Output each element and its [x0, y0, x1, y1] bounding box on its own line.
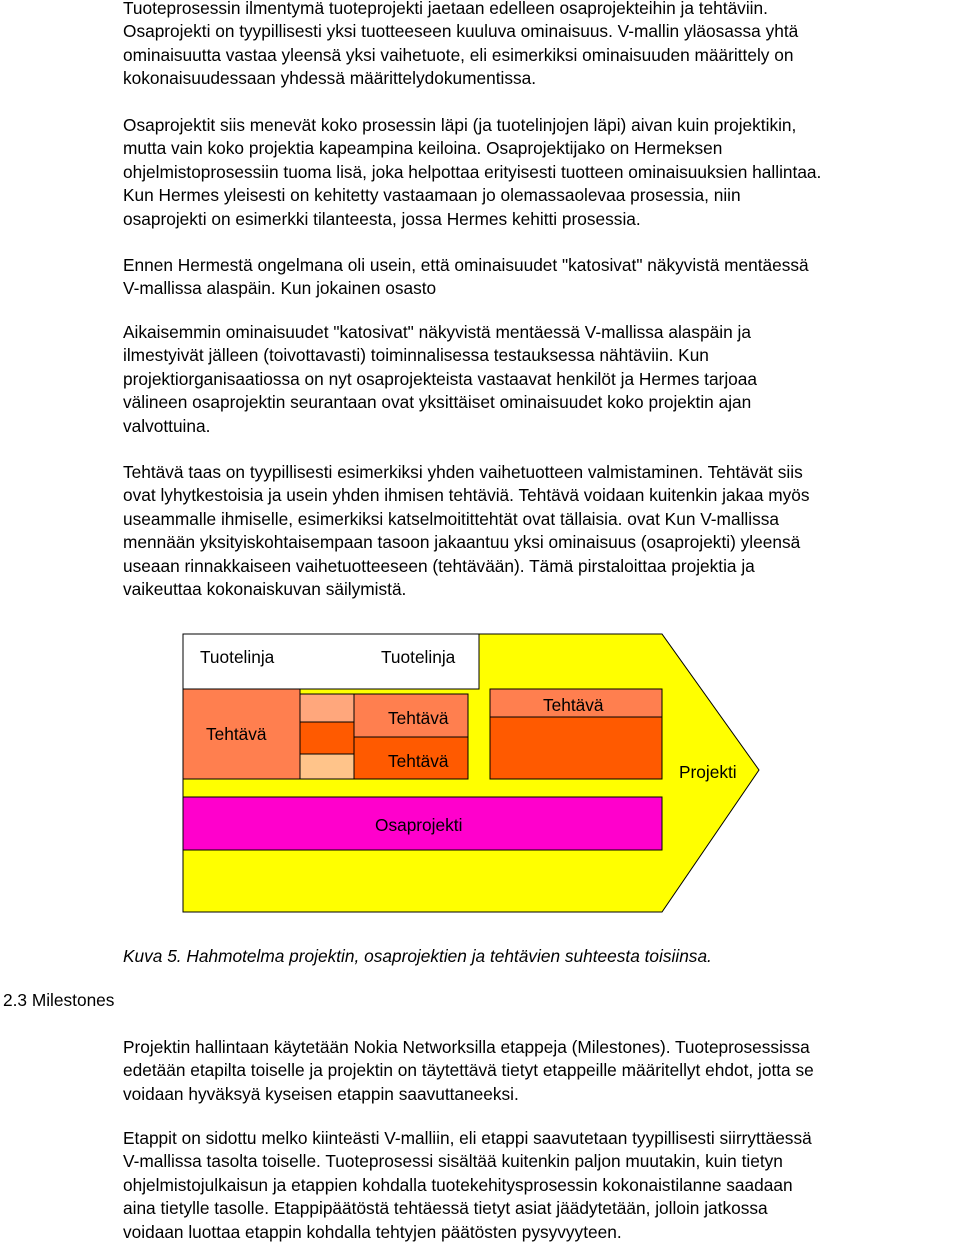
tehtava-label-right: Tehtävä [543, 695, 604, 715]
figure-caption: Kuva 5. Hahmotelma projektin, osaprojektien ja tehtävien suhteesta toisiinsa. [123, 946, 712, 966]
text-line: useaan rinnakkaiseen vaihetuotteeseen (tehtävään). Tämä pirstaloittaa projektia ja [123, 555, 755, 576]
text-line: osaprojekti on esimerkki tilanteesta, jossa Hermes kehitti prosessia. [123, 208, 641, 229]
text-line: kokonaisuudessaan yhdessä määrittelydokumentissa. [123, 68, 537, 89]
text-line: mennään yksityiskohtaisempaan tasoon jakaantuu yksi ominaisuus (osaprojekti) yleensä [123, 532, 801, 553]
text-line: ovat lyhytkestoisia ja usein yhden ihmisen tehtäviä. Tehtävä voidaan kuitenkin jakaa myös [123, 485, 810, 506]
text-line: voidaan hyväksyä kyseisen etappin saavuttaneeksi. [123, 1083, 519, 1104]
paragraph-milestones [123, 1036, 959, 1106]
tehtava-label-left: Tehtävä [206, 724, 267, 744]
text-line: ilmestyivät jälleen (toivottavasti) toiminnalisessa testauksessa nähtäviin. Kun [123, 345, 709, 366]
text-line: Kun Hermes yleisesti on kehitetty vastaamaan jo olemassaolevaa prosessia, niin [123, 185, 741, 206]
text-line: edetään etapilta toiselle ja projektin on täytettävä tietyt etappeille määritellyt ehdot, jotta se [123, 1060, 814, 1081]
tehtava-block-right-bottom [490, 717, 662, 779]
text-line: Etappit on sidottu melko kiinteästi V-malliin, eli etappi saavutetaan tyypillisesti siirryttäessä [123, 1128, 812, 1148]
text-line: Osaprojekti on tyypillisesti yksi tuotteeseen kuuluva ominaisuus. V-mallin yläosassa yhtä [123, 21, 799, 42]
text-line: voidaan luottaa etappin kohdalla tehtyjen päätösten pysyvyyteen. [123, 1221, 622, 1242]
tehtava-block-small-mid [300, 722, 354, 754]
text-line: ohjelmistojulkaisun ja etappien kohdalla tuotekehitysprosessin kokonaistilanne saadaan [123, 1174, 793, 1195]
projekti-label: Projekti [679, 762, 737, 782]
text-line: V-mallissa tasolta toiselle. Tuoteprosessi sisältää kuitenkin paljon muutakin, kuin tietyn [123, 1151, 783, 1172]
text-line: mutta vain koko projektia kapeampina keiloina. Osaprojektijako on Hermeksen [123, 138, 723, 159]
text-line: Ennen Hermestä ongelmana oli usein, että ominaisuudet "katosivat" näkyvistä mentäessä [123, 255, 809, 275]
text-line: valvottuina. [123, 415, 211, 436]
text-line: vaikeuttaa kokonaiskuvan säilymistä. [123, 579, 407, 600]
section-heading: 2.3 Milestones [3, 990, 115, 1010]
tuotelinja-label-2: Tuotelinja [381, 647, 456, 667]
text-line: ohjelmistoprosessiin tuoma lisä, joka helpottaa erityisesti tuotteen ominaisuuksien hallintaa. [123, 161, 822, 182]
text-line: V-mallissa alaspäin. Kun jokainen osasto [123, 278, 437, 299]
paragraph-etappit [123, 1127, 959, 1244]
text-line: Aikaisemmin ominaisuudet "katosivat" näkyvistä mentäessä V-mallissa alaspäin ja [123, 322, 751, 342]
tehtava-block-small-bottom [300, 754, 354, 779]
osaprojekti-label: Osaprojekti [375, 815, 463, 835]
text-line: Tehtävä taas on tyypillisesti esimerkiksi yhden vaihetuotteen valmistaminen. Tehtävät siis [123, 462, 803, 482]
text-line: Projektin hallintaan käytetään Nokia Networksilla etappeja (Milestones). Tuoteprosessissa [123, 1037, 810, 1057]
tuotelinja-label-1: Tuotelinja [200, 647, 275, 667]
tehtava-label-mid-top: Tehtävä [388, 708, 449, 728]
tehtava-block-small-top [300, 694, 354, 722]
text-line: välineen osaprojektin seurantaan ovat yksittäiset ominaisuudet koko projektin ajan [123, 392, 752, 413]
tehtava-label-mid-bottom: Tehtävä [388, 751, 449, 771]
text-line: useammalle ihmiselle, esimerkiksi katselmoitittehtät ovat tällaisia. ovat Kun V-mallissa [123, 508, 779, 529]
text-line: aina tietylle tasolle. Etappipäätöstä tehtäessä tietyt asiat jäädytetään, jolloin jatkossa [123, 1198, 768, 1219]
text-line: projektiorganisaatiossa on nyt osaprojekteista vastaavat henkilöt ja Hermes tarjoaa [123, 368, 757, 389]
text-line: Osaprojektit siis menevät koko prosessin läpi (ja tuotelinjojen läpi) aivan kuin projektikin, [123, 115, 797, 135]
text-line: Tuoteprosessin ilmentymä tuoteprojekti jaetaan edelleen osaprojekteihin ja tehtäviin. [123, 0, 768, 18]
text-line: ominaisuutta vastaa yleensä yksi vaihetuote, eli esimerkiksi ominaisuuden määrittely on [123, 44, 794, 65]
